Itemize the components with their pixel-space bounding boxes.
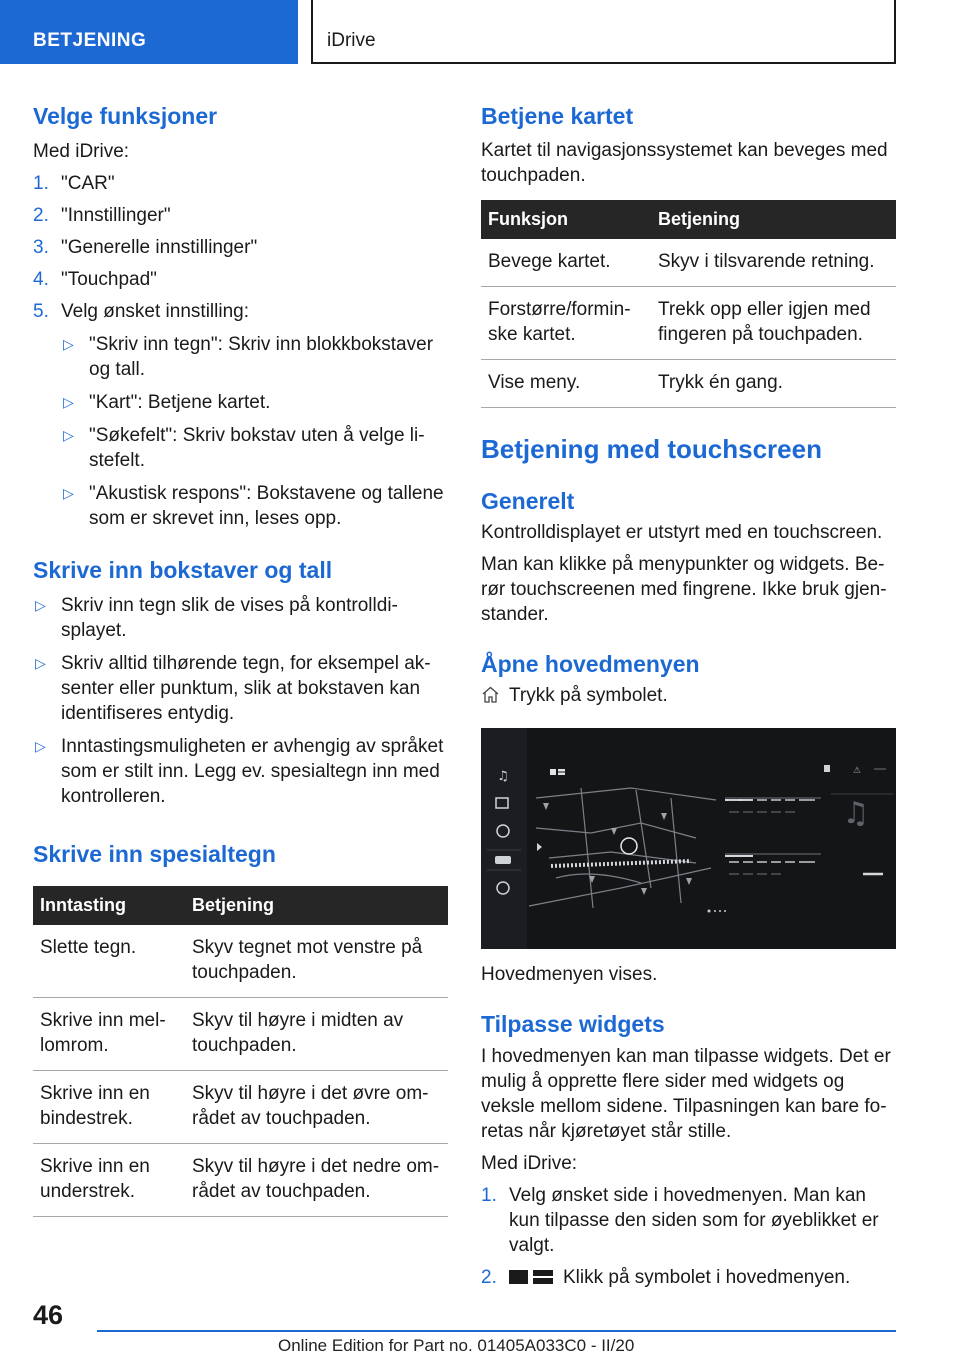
table-cell: Skyv i tilsvarende retning.: [651, 239, 896, 287]
bullet-text: Skriv inn tegn slik de vises på kontrolldisplayet.: [61, 595, 398, 641]
list-item: [33, 267, 448, 292]
table-cell: Skyv tegnet mot venstre på touchpaden.: [185, 925, 448, 998]
column-header: Funksjon: [481, 200, 651, 239]
table-row: [481, 287, 896, 360]
touchscreen-heading: Betjening med touchscreen: [481, 434, 822, 464]
triangle-bullet-icon: ▷: [63, 427, 74, 443]
general-heading: Generelt: [481, 488, 575, 514]
table-row: [33, 925, 448, 998]
svg-text:♫: ♫: [497, 769, 509, 784]
list-item: [481, 1183, 896, 1258]
chapter-tab: [311, 0, 896, 64]
table-row: [481, 239, 896, 287]
list-item: [61, 390, 448, 415]
select-steps-list: [33, 171, 448, 324]
list-item: [33, 299, 448, 324]
section-label: BETJENING: [33, 30, 147, 51]
right-column: [481, 101, 896, 1290]
column-header: Betjening: [185, 886, 448, 925]
step-text: "Innstillinger": [61, 205, 171, 226]
svg-text:♫: ♫: [842, 796, 870, 831]
step-text: "Generelle innstillinger": [61, 237, 258, 258]
step-number: 2.: [481, 1267, 497, 1288]
map-heading: Betjene kartet: [481, 103, 634, 129]
step-text: "CAR": [61, 173, 115, 194]
step-number: 3.: [33, 237, 49, 258]
widgets-steps-list: [481, 1183, 896, 1290]
chapter-label: iDrive: [327, 30, 376, 51]
widgets-paragraph: I hovedmenyen kan man tilpasse widgets. Det er mulig å opprette flere sider med widgets og veksle mellom sidene. Tilpasningen kan bare foretas når kjøretøyet står stille.: [481, 1046, 891, 1142]
table-cell: Skyv til høyre i midten av touchpaden.: [185, 998, 448, 1071]
map-intro: Kartet til navigasjonssystemet kan beveges med touchpaden.: [481, 140, 888, 186]
step-text: "Touchpad": [61, 269, 157, 290]
widget-layout-icon: [509, 1269, 555, 1285]
section-tab: [0, 0, 298, 64]
table-cell: Skrive inn en bindestrek.: [33, 1071, 185, 1144]
step-number: 2.: [33, 205, 49, 226]
list-item: [61, 332, 448, 382]
main-menu-heading: Åpne hovedmenyen: [481, 651, 700, 677]
widgets-heading: Tilpasse widgets: [481, 1011, 665, 1037]
step-text: Klikk på symbolet i hovedmenyen.: [563, 1267, 851, 1288]
table-cell: Skyv til høyre i det øvre området av touchpaden.: [185, 1071, 448, 1144]
step-number: 1.: [33, 173, 49, 194]
edition-footer: Online Edition for Part no. 01405A033C0 - II/20: [278, 1336, 635, 1355]
widgets-intro: Med iDrive:: [481, 1153, 578, 1174]
table-cell: Vise meny.: [481, 360, 651, 408]
list-item: [33, 593, 448, 643]
main-menu-step-text: Trykk på symbolet.: [509, 685, 668, 706]
list-item: [33, 171, 448, 196]
main-menu-screenshot: [481, 728, 896, 949]
option-text: "Akustisk respons": Bokstavene og tallene som er skrevet inn, leses opp.: [89, 483, 444, 529]
list-item: [33, 734, 448, 809]
table-header-row: [481, 200, 896, 239]
table-cell: Trekk opp eller igjen med fingeren på touchpaden.: [651, 287, 896, 360]
triangle-bullet-icon: ▷: [63, 394, 74, 410]
column-header: Betjening: [651, 200, 896, 239]
list-item: [61, 423, 448, 473]
footer-divider: [97, 1330, 896, 1332]
bullet-text: Inntastingsmuligheten er avhengig av språket som er stilt inn. Legg ev. spesialtegn inn med kontrolleren.: [61, 736, 444, 807]
table-row: [33, 1144, 448, 1217]
letters-list: [33, 593, 448, 809]
page-number: 46: [33, 1300, 64, 1330]
general-paragraph-1: Kontrolldisplayet er utstyrt med en touchscreen.: [481, 522, 883, 543]
main-menu-caption: Hovedmenyen vises.: [481, 964, 658, 985]
table-row: [481, 360, 896, 408]
triangle-bullet-icon: ▷: [35, 597, 46, 613]
step-text: Velg ønsket side i hovedmenyen. Man kan kun tilpasse den siden som for øyeblikket er valgt.: [509, 1185, 879, 1256]
table-header-row: [33, 886, 448, 925]
select-intro: Med iDrive:: [33, 141, 130, 162]
option-text: "Skriv inn tegn": Skriv inn blokkbokstaver og tall.: [89, 334, 434, 380]
special-chars-table: [33, 886, 448, 1217]
list-item: [33, 235, 448, 260]
table-row: [33, 998, 448, 1071]
triangle-bullet-icon: ▷: [63, 336, 74, 352]
table-cell: Skrive inn mellomrom.: [33, 998, 185, 1071]
idrive-display-illustration: [481, 728, 896, 949]
table-row: [33, 1071, 448, 1144]
general-paragraph-2: Man kan klikke på menypunkter og widgets. Berør touchscreenen med fingrene. Ikke bruk gjenstander.: [481, 554, 887, 625]
list-item: [61, 481, 448, 531]
map-table: [481, 200, 896, 408]
table-cell: Trykk én gang.: [651, 360, 896, 408]
bullet-text: Skriv alltid tilhørende tegn, for eksempel aksenter eller punktum, slik at bokstaven kan identifiseres entydig.: [61, 653, 431, 724]
table-cell: Bevege kartet.: [481, 239, 651, 287]
triangle-bullet-icon: ▷: [35, 655, 46, 671]
select-functions-heading: Velge funksjoner: [33, 103, 218, 129]
letters-heading: Skrive inn bokstaver og tall: [33, 557, 333, 583]
step-number: 1.: [481, 1185, 497, 1206]
table-cell: Skyv til høyre i det nedre området av touchpaden.: [185, 1144, 448, 1217]
table-cell: Skrive inn en understrek.: [33, 1144, 185, 1217]
step-number: 4.: [33, 269, 49, 290]
setting-options-list: [61, 332, 448, 531]
list-item: [33, 651, 448, 726]
svg-text:⚠: ⚠: [853, 766, 862, 776]
list-item: [33, 203, 448, 228]
special-chars-heading: Skrive inn spesialtegn: [33, 841, 276, 867]
triangle-bullet-icon: ▷: [63, 485, 74, 501]
step-number: 5.: [33, 301, 49, 322]
triangle-bullet-icon: ▷: [35, 738, 46, 754]
list-item: [481, 1265, 896, 1290]
table-cell: Slette tegn.: [33, 925, 185, 998]
step-text: Velg ønsket innstilling:: [61, 301, 249, 322]
option-text: "Kart": Betjene kartet.: [89, 392, 271, 413]
table-cell: Forstørre/forminske kartet.: [481, 287, 651, 360]
main-menu-step: [481, 683, 896, 708]
column-header: Inntasting: [33, 886, 185, 925]
home-icon: [481, 685, 500, 704]
left-column: [33, 101, 448, 1217]
option-text: "Søkefelt": Skriv bokstav uten å velge listefelt.: [89, 425, 425, 471]
